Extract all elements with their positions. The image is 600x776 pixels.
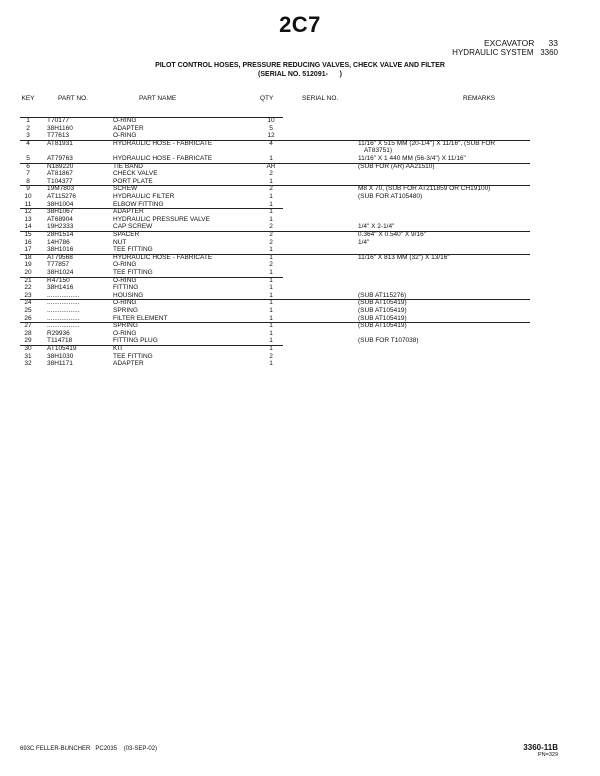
row-qty: 1 [269, 276, 273, 284]
row-remarks: (SUB AT105419) [358, 314, 407, 322]
row-key: 10 [24, 193, 32, 200]
row-qty: 2 [269, 238, 273, 246]
col-part-name: PART NAME [139, 95, 177, 102]
row-part-name: SCREW [113, 185, 138, 193]
row-key: 28 [24, 329, 32, 337]
row-key: 14 [24, 223, 32, 231]
row-part-no: AT81931 [47, 139, 73, 147]
row-part-no: 38H1416 [47, 284, 74, 292]
row-qty: 1 [269, 291, 273, 299]
row-part-name: O-RING [113, 276, 137, 284]
footer-left: 693C FELLER-BUNCHER PC2035 (03-SEP-02) [20, 746, 158, 752]
row-qty: 1 [269, 269, 273, 276]
row-key: 2 [26, 124, 30, 132]
row-part-name: FILTER ELEMENT [113, 314, 168, 322]
row-part-no: AT79568 [47, 253, 73, 261]
row-part-no: 38H1024 [47, 269, 74, 276]
row-qty: 1 [269, 208, 273, 216]
row-key: 26 [24, 314, 32, 322]
row-qty: 2 [269, 352, 273, 360]
row-part-no: T70177 [47, 117, 70, 124]
row-part-no: 38H1030 [47, 352, 74, 360]
row-qty: 4 [269, 139, 273, 147]
row-key: 1 [26, 117, 30, 124]
row-key: 20 [24, 269, 32, 276]
row-part-name: ADAPTER [113, 360, 144, 368]
row-part-no: 38H1171 [47, 360, 73, 368]
row-key: 7 [26, 170, 30, 178]
page-header [452, 38, 558, 58]
row-part-name: O-RING [113, 329, 137, 337]
row-key: 31 [24, 352, 32, 360]
header-system-code: 3360 [540, 48, 558, 57]
row-divider [20, 345, 283, 346]
row-part-name: CAP SCREW [113, 223, 153, 231]
row-qty: 1 [269, 284, 273, 292]
row-qty: 1 [269, 299, 273, 307]
row-part-no: T77857 [47, 261, 70, 269]
row-part-no: R47150 [47, 276, 70, 284]
row-part-no: N189220 [47, 162, 74, 170]
row-remarks: (SUB AT105419) [358, 322, 407, 330]
row-remarks: (SUB FOR T107038) [358, 337, 419, 345]
row-remarks: (SUB AT105419) [358, 299, 407, 307]
row-part-no: 19M7803 [47, 185, 75, 193]
row-part-name: HYDRAULIC FILTER [113, 193, 175, 200]
page-code: 2C7 [279, 12, 321, 37]
row-key: 32 [24, 360, 32, 368]
header-page-number: 33 [548, 38, 558, 48]
row-key: 6 [26, 162, 30, 170]
row-qty: 1 [269, 200, 273, 208]
row-part-no: 38H1067 [47, 208, 74, 216]
row-part-no: T114718 [47, 337, 73, 345]
row-part-name: SPACER [113, 231, 140, 238]
row-key: 12 [24, 208, 32, 216]
column-headers [0, 95, 600, 103]
header-machine-line [452, 38, 558, 48]
title-line-2: (SERIAL NO. 512091- ) [258, 71, 342, 78]
col-part-no: PART NO. [58, 95, 88, 102]
row-divider [20, 140, 530, 141]
row-divider [20, 185, 530, 186]
row-qty: 1 [269, 155, 273, 162]
col-remarks: REMARKS [463, 95, 496, 102]
row-key: 8 [26, 177, 30, 185]
col-serial-no: SERIAL NO. [302, 95, 339, 102]
row-key: 5 [26, 155, 30, 162]
row-remarks: 11/16" X 515 MM (20-1/4") X 11/16", (SUB FOR [358, 139, 496, 147]
row-qty: 2 [269, 231, 273, 238]
row-part-no: AT115276 [47, 193, 77, 200]
row-qty: 1 [269, 322, 273, 330]
row-key: 29 [24, 337, 32, 345]
row-key: 27 [24, 322, 32, 330]
section-title [0, 61, 600, 79]
row-qty: 1 [269, 253, 273, 261]
row-part-name: TIE BAND [113, 162, 143, 170]
row-part-no: .................. [47, 322, 80, 330]
row-divider [20, 231, 530, 232]
row-part-no: 28H1514 [47, 231, 74, 238]
row-part-name: ADAPTER [113, 124, 144, 132]
row-key: 21 [24, 276, 32, 284]
row-remarks: (SUB FOR AT105480) [358, 193, 423, 200]
row-divider [20, 254, 530, 255]
row-part-name: O-RING [113, 299, 137, 307]
row-part-no: 38H1016 [47, 246, 74, 254]
row-remarks: 11/16" X 1 440 MM (56-3/4") X 11/16" [358, 155, 466, 162]
row-qty: 2 [269, 223, 273, 231]
row-remarks: 1/4" X 2-1/4" [358, 223, 395, 231]
row-qty: 1 [269, 215, 273, 223]
row-part-name: O-RING [113, 132, 137, 140]
row-key: 30 [24, 345, 32, 352]
row-part-name: TEE FITTING [113, 246, 153, 254]
row-part-name: HOUSING [113, 291, 144, 299]
row-key: 15 [24, 231, 32, 238]
row-part-name: PORT PLATE [113, 177, 153, 185]
row-part-name: NUT [113, 238, 127, 246]
row-divider [20, 208, 283, 209]
row-remarks: (SUB AT105419) [358, 307, 407, 314]
row-part-no: T77613 [47, 132, 70, 140]
row-qty: 1 [269, 345, 273, 352]
row-key: 16 [24, 238, 32, 246]
row-part-name: ADAPTER [113, 208, 144, 216]
row-part-no: AT81867 [47, 170, 73, 178]
row-qty: AR [266, 162, 276, 170]
row-qty: 1 [269, 337, 273, 345]
row-qty: 1 [269, 246, 273, 254]
footer-pin: PN=329 [537, 752, 558, 758]
header-system-line [452, 48, 558, 58]
row-remarks: (SUB AT115276) [358, 291, 407, 299]
header-machine: EXCAVATOR [483, 38, 535, 48]
row-part-no: .................. [47, 314, 80, 322]
row-qty: 1 [269, 314, 273, 322]
footer-right [523, 743, 558, 758]
row-part-no: .................. [47, 299, 80, 307]
footer-page-ref: 3360-11B [523, 743, 558, 752]
row-key: 25 [24, 307, 32, 314]
row-qty: 1 [269, 177, 273, 185]
row-key: 22 [24, 284, 32, 292]
row-key: 11 [24, 200, 32, 208]
row-part-name: O-RING [113, 261, 137, 269]
row-part-no: AT68904 [47, 215, 73, 223]
header-system: HYDRAULIC SYSTEM [452, 48, 534, 57]
row-remarks: 0.364" X 0.540" X 9/16" [358, 231, 426, 238]
row-key: 17 [24, 246, 32, 254]
row-key: 18 [24, 253, 32, 261]
row-part-no: AT79763 [47, 155, 73, 162]
row-qty: 1 [269, 307, 273, 314]
row-divider [20, 299, 530, 300]
row-part-no: 19H2333 [47, 223, 74, 231]
row-key: 13 [24, 215, 32, 223]
row-qty: 1 [269, 360, 273, 368]
row-part-name: FITTING PLUG [113, 337, 158, 345]
title-line-1: PILOT CONTROL HOSES, PRESSURE REDUCING VALVES, CHECK VALVE AND FILTER [155, 62, 445, 69]
row-part-name: HYDRAULIC HOSE - FABRICATE [113, 253, 213, 261]
row-qty: 10 [267, 117, 275, 124]
row-remarks: 11/16" X 813 MM (32") X 13/16" [358, 253, 450, 261]
row-part-name: CHECK VALVE [113, 170, 158, 178]
row-divider [20, 163, 530, 164]
row-part-no: R29936 [47, 329, 70, 337]
row-part-name: FITTING [113, 284, 139, 292]
row-qty: 2 [269, 185, 273, 193]
row-part-no: AT105419 [47, 345, 77, 352]
row-part-name: ELBOW FITTING [113, 200, 164, 208]
row-part-no: .................. [47, 291, 80, 299]
row-key: 23 [24, 291, 32, 299]
row-divider [20, 117, 283, 118]
row-part-name: HYDRAULIC PRESSURE VALVE [113, 215, 210, 223]
col-qty: QTY [260, 95, 274, 102]
row-key: 9 [26, 185, 30, 193]
row-part-name: TEE FITTING [113, 269, 153, 276]
row-part-name: HYDRAULIC HOSE - FABRICATE [113, 139, 213, 147]
row-qty: 12 [267, 132, 275, 140]
row-key: 3 [26, 132, 30, 140]
row-part-no: 38H1160 [47, 124, 73, 132]
row-qty: 1 [269, 193, 273, 200]
row-part-name: KIT [113, 345, 124, 352]
row-part-name: O-RING [113, 117, 137, 124]
row-part-no: 14H786 [47, 238, 70, 246]
row-qty: 2 [269, 170, 273, 178]
row-divider [20, 277, 283, 278]
row-key: 24 [24, 299, 32, 307]
row-part-name: TEE FITTING [113, 352, 153, 360]
row-remarks: 1/4" [358, 238, 370, 246]
row-divider [20, 322, 530, 323]
row-remarks: AT83751) [364, 147, 393, 155]
row-key: 19 [24, 261, 32, 269]
row-part-no: .................. [47, 307, 80, 314]
row-remarks: (SUB FOR (AR) AA21510) [358, 162, 435, 170]
row-key: 4 [26, 139, 30, 147]
row-qty: 1 [269, 329, 273, 337]
row-part-no: 38H1004 [47, 200, 74, 208]
row-part-name: HYDRAULIC HOSE - FABRICATE [113, 155, 213, 162]
row-part-no: T104377 [47, 177, 73, 185]
row-qty: 2 [269, 261, 273, 269]
row-part-name: SPRING [113, 307, 138, 314]
row-part-name: SPRING [113, 322, 138, 330]
col-key: KEY [21, 95, 35, 102]
row-qty: 5 [269, 124, 273, 132]
row-remarks: M8 X 70, (SUB FOR AT211859 OR CH19100) [358, 185, 491, 193]
table-row [0, 360, 600, 368]
